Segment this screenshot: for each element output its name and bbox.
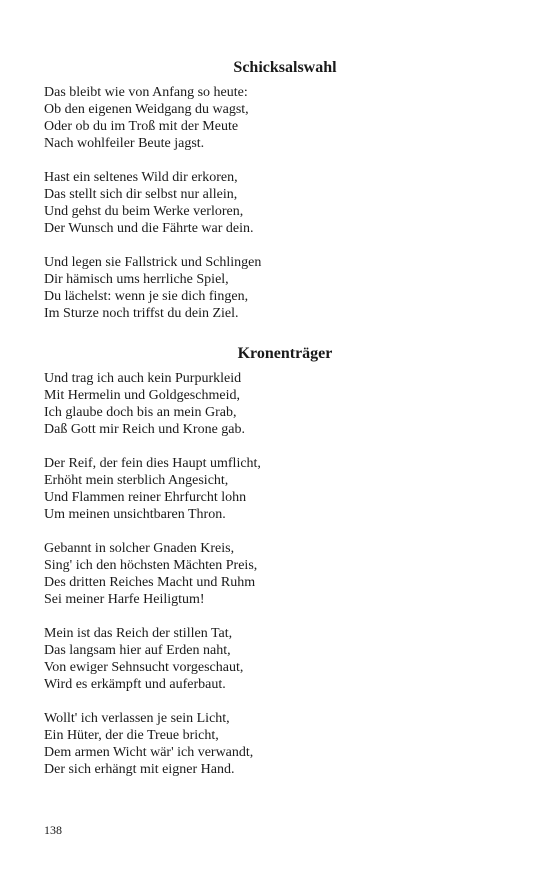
verse-line: Und legen sie Fallstrick und Schlingen [44, 255, 262, 270]
stanza [44, 625, 514, 693]
stanza [44, 540, 514, 608]
verse-line: Sing' ich den höchsten Mächten Preis, [44, 558, 258, 573]
verse-line: Und trag ich auch kein Purpurkleid [44, 371, 242, 386]
verse-line: Dem armen Wicht wär' ich verwandt, [44, 745, 254, 760]
page-number: 138 [44, 823, 62, 837]
stanza [44, 455, 514, 523]
verse-line: Gebannt in solcher Gnaden Kreis, [44, 541, 235, 556]
verse-line: Daß Gott mir Reich und Krone gab. [44, 422, 246, 437]
verse-line: Und gehst du beim Werke verloren, [44, 204, 244, 219]
verse-line: Sei meiner Harfe Heiligtum! [44, 592, 205, 607]
verse-line: Mein ist das Reich der stillen Tat, [44, 626, 233, 641]
verse-line: Mit Hermelin und Goldgeschmeid, [44, 388, 240, 403]
verse-line: Ob den eigenen Weidgang du wagst, [44, 102, 249, 117]
stanza [44, 370, 514, 438]
verse-line: Das bleibt wie von Anfang so heute: [44, 85, 248, 100]
verse-line: Im Sturze noch triffst du dein Ziel. [44, 306, 239, 321]
verse-line: Des dritten Reiches Macht und Ruhm [44, 575, 256, 590]
verse-line: Und Flammen reiner Ehrfurcht lohn [44, 490, 247, 505]
verse-line: Hast ein seltenes Wild dir erkoren, [44, 170, 238, 185]
verse-line: Erhöht mein sterblich Angesicht, [44, 473, 229, 488]
stanza [44, 169, 514, 237]
verse-line: Ich glaube doch bis an mein Grab, [44, 405, 237, 420]
verse-line: Ein Hüter, der die Treue bricht, [44, 728, 219, 743]
verse-line: Das langsam hier auf Erden naht, [44, 643, 231, 658]
verse-line: Nach wohlfeiler Beute jagst. [44, 136, 205, 151]
stanza [44, 254, 514, 322]
poem-title-kronentraeger: Kronenträger [237, 345, 333, 362]
stanza [44, 710, 514, 778]
verse-line: Der Reif, der fein dies Haupt umflicht, [44, 456, 261, 471]
verse-line: Von ewiger Sehnsucht vorgeschaut, [44, 660, 244, 675]
verse-line: Der Wunsch und die Fährte war dein. [44, 221, 254, 236]
verse-line: Wird es erkämpft und auferbaut. [44, 677, 226, 692]
verse-line: Um meinen unsichtbaren Thron. [44, 507, 226, 522]
poem-body-kronentraeger [44, 370, 514, 795]
poem-title-schicksalswahl: Schicksalswahl [233, 59, 337, 76]
verse-line: Der sich erhängt mit eigner Hand. [44, 762, 235, 777]
verse-line: Dir hämisch ums herrliche Spiel, [44, 272, 229, 287]
poem-body-schicksalswahl [44, 84, 514, 339]
verse-line: Oder ob du im Troß mit der Meute [44, 119, 239, 134]
verse-line: Das stellt sich dir selbst nur allein, [44, 187, 238, 202]
verse-line: Du lächelst: wenn je sie dich fingen, [44, 289, 249, 304]
stanza [44, 84, 514, 152]
verse-line: Wollt' ich verlassen je sein Licht, [44, 711, 230, 726]
